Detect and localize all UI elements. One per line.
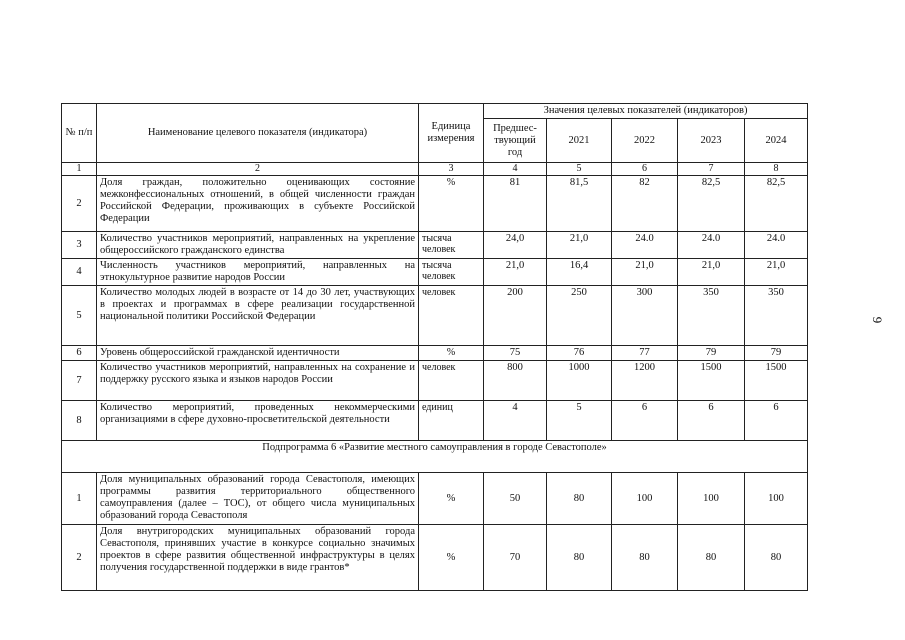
table-row [62,361,808,401]
indicator-value: 21,0 [547,232,612,259]
indicator-name: Количество участников мероприятий, направленных на укрепление общероссийского гражданского единства [97,232,419,259]
indicator-value: 80 [678,525,745,591]
row-number: 2 [62,176,97,232]
indicator-value: 100 [678,473,745,525]
indicator-value: 1500 [745,361,808,401]
row-number: 4 [62,259,97,286]
row-number: 6 [62,346,97,361]
row-number: 2 [62,525,97,591]
indicator-value: 79 [745,346,808,361]
indicator-value: 21,0 [484,259,547,286]
row-number: 7 [62,361,97,401]
subprogram-row [62,441,808,473]
indicator-value: 6 [745,401,808,441]
row-number: 1 [62,473,97,525]
indicator-value: 75 [484,346,547,361]
indicator-value: 70 [484,525,547,591]
column-numbers-row [62,163,808,176]
indicator-value: 81,5 [547,176,612,232]
col-number: 5 [547,163,612,176]
header-unit: Единица измерения [419,104,484,163]
indicator-value: 1200 [612,361,678,401]
indicator-value: 76 [547,346,612,361]
indicator-value: 250 [547,286,612,346]
indicator-value: 80 [612,525,678,591]
indicator-name: Доля граждан, положительно оценивающих состояние межконфессиональных отношений, в общей численности граждан Российской Федерации, проживающих в субъекте Российской Федерации [97,176,419,232]
header-year-2022: 2022 [612,119,678,163]
indicator-value: 21,0 [612,259,678,286]
table-row [62,232,808,259]
row-number: 3 [62,232,97,259]
header-year-2021: 2021 [547,119,612,163]
indicator-value: 1000 [547,361,612,401]
indicator-unit: человек [419,361,484,401]
indicator-unit: тысяча человек [419,232,484,259]
table-row [62,286,808,346]
indicator-value: 4 [484,401,547,441]
table-row [62,176,808,232]
indicators-table [61,103,808,591]
indicator-value: 77 [612,346,678,361]
indicator-value: 24.0 [678,232,745,259]
indicator-name: Количество мероприятий, проведенных некоммерческими организациями в сфере духовно-просветительской деятельности [97,401,419,441]
indicator-value: 5 [547,401,612,441]
indicator-value: 80 [547,525,612,591]
indicator-value: 82,5 [678,176,745,232]
indicator-value: 24.0 [612,232,678,259]
col-number: 7 [678,163,745,176]
col-number: 4 [484,163,547,176]
col-number: 6 [612,163,678,176]
header-name: Наименование целевого показателя (индикатора) [97,104,419,163]
indicator-unit: % [419,176,484,232]
indicator-name: Количество молодых людей в возрасте от 14 до 30 лет, участвующих в проектах и программах в сфере реализации государственной национальной политики Российской Федерации [97,286,419,346]
subprogram-title: Подпрограмма 6 «Развитие местного самоуправления в городе Севастополе» [62,441,808,473]
indicator-value: 800 [484,361,547,401]
indicator-value: 6 [612,401,678,441]
indicator-value: 1500 [678,361,745,401]
header-values-group: Значения целевых показателей (индикаторов) [484,104,808,119]
indicator-value: 79 [678,346,745,361]
table-row [62,473,808,525]
header-year-2023: 2023 [678,119,745,163]
indicator-unit: человек [419,286,484,346]
table-row [62,525,808,591]
indicator-value: 24,0 [484,232,547,259]
header-year-prev: Предшес-твующий год [484,119,547,163]
col-number: 2 [97,163,419,176]
page-number: 9 [870,316,885,324]
indicator-unit: % [419,473,484,525]
col-number: 8 [745,163,808,176]
indicator-value: 82,5 [745,176,808,232]
col-number: 3 [419,163,484,176]
table-row [62,346,808,361]
col-number: 1 [62,163,97,176]
indicator-value: 16,4 [547,259,612,286]
indicator-name: Численность участников мероприятий, направленных на этнокультурное развитие народов России [97,259,419,286]
header-row [62,104,808,119]
indicator-unit: единиц [419,401,484,441]
indicator-name: Доля муниципальных образований города Севастополя, имеющих программы развития территориального общественного самоуправления (далее – ТОС), от общего числа муниципальных образований города Севастополя [97,473,419,525]
indicator-value: 200 [484,286,547,346]
row-number: 5 [62,286,97,346]
indicator-value: 350 [678,286,745,346]
row-number: 8 [62,401,97,441]
indicator-value: 80 [547,473,612,525]
indicator-name: Количество участников мероприятий, направленных на сохранение и поддержку русского языка и языков народов России [97,361,419,401]
indicator-value: 50 [484,473,547,525]
indicator-unit: % [419,346,484,361]
indicator-value: 81 [484,176,547,232]
indicator-unit: тысяча человек [419,259,484,286]
indicator-value: 100 [612,473,678,525]
header-no: № п/п [62,104,97,163]
indicator-value: 100 [745,473,808,525]
indicator-value: 21,0 [745,259,808,286]
indicator-value: 24.0 [745,232,808,259]
table-row [62,259,808,286]
indicator-value: 300 [612,286,678,346]
indicator-name: Уровень общероссийской гражданской идентичности [97,346,419,361]
indicator-value: 350 [745,286,808,346]
indicator-name: Доля внутригородских муниципальных образований города Севастополя, принявших участие в конкурсе социально значимых проектов в сфере развития общественной инфраструктуры в целях получения государственной поддержки в виде грантов* [97,525,419,591]
indicator-value: 6 [678,401,745,441]
header-year-2024: 2024 [745,119,808,163]
table-row [62,401,808,441]
indicator-value: 21,0 [678,259,745,286]
indicator-unit: % [419,525,484,591]
indicator-value: 80 [745,525,808,591]
indicator-value: 82 [612,176,678,232]
